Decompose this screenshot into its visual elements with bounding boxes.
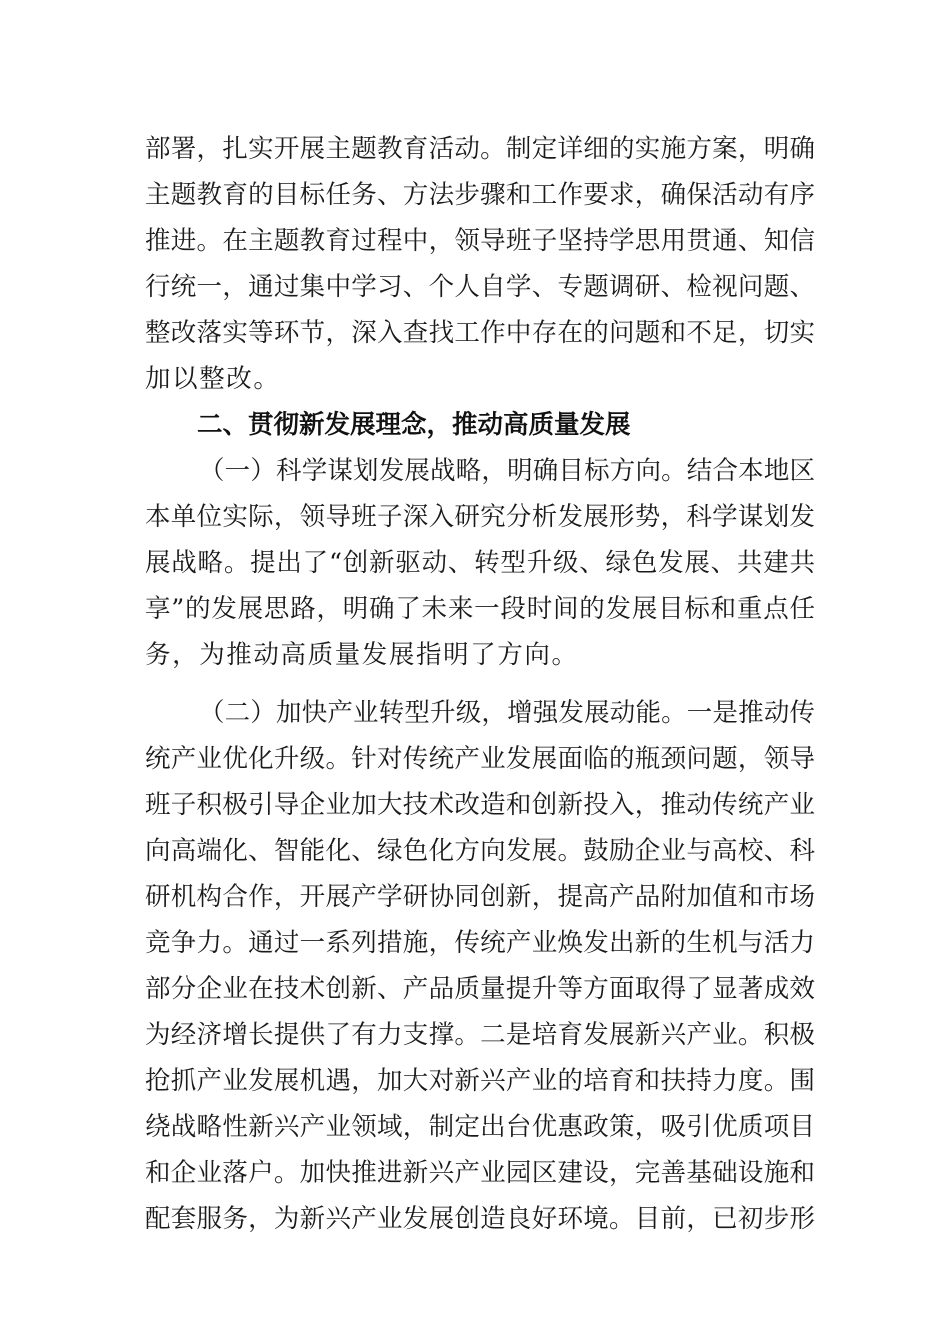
- text-line: 配套服务，为新兴产业发展创造良好环境。目前，已初步形: [145, 1204, 815, 1234]
- text-line: 加以整改。: [145, 364, 281, 394]
- text-line: 为经济增长提供了有力支撑。二是培育发展新兴产业。积极: [145, 1020, 815, 1050]
- section-heading: 二、贯彻新发展理念，推动高质量发展: [197, 410, 631, 440]
- text-line: 研机构合作，开展产学研协同创新，提高产品附加值和市场: [145, 882, 815, 912]
- text-line: 务，为推动高质量发展指明了方向。: [145, 640, 579, 670]
- text-line: 部署，扎实开展主题教育活动。制定详细的实施方案，明确: [145, 134, 815, 164]
- text-line: 展战略。提出了“创新驱动、转型升级、绿色发展、共建共: [145, 548, 815, 578]
- text-line: 行统一，通过集中学习、个人自学、专题调研、检视问题、: [145, 272, 815, 302]
- document-body: [145, 126, 815, 1242]
- text-line: （一）科学谋划发展战略，明确目标方向。结合本地区: [199, 456, 815, 486]
- text-line: 主题教育的目标任务、方法步骤和工作要求，确保活动有序: [145, 180, 815, 210]
- text-line: 部分企业在技术创新、产品质量提升等方面取得了显著成效: [145, 974, 815, 1004]
- text-line: 统产业优化升级。针对传统产业发展面临的瓶颈问题，领导: [145, 744, 815, 774]
- text-line: 班子积极引导企业加大技术改造和创新投入，推动传统产业: [145, 790, 815, 820]
- text-line: 整改落实等环节，深入查找工作中存在的问题和不足，切实: [145, 318, 815, 348]
- paragraph-theme-education: [145, 126, 815, 402]
- text-line: 竞争力。通过一系列措施，传统产业焕发出新的生机与活力: [145, 928, 815, 958]
- text-line: 绕战略性新兴产业领域，制定出台优惠政策，吸引优质项目: [145, 1112, 815, 1142]
- paragraph-development-strategy: [145, 448, 815, 678]
- text-line: （二）加快产业转型升级，增强发展动能。一是推动传: [199, 698, 815, 728]
- text-line: 推进。在主题教育过程中，领导班子坚持学思用贯通、知信: [145, 226, 815, 256]
- text-line: 享”的发展思路，明确了未来一段时间的发展目标和重点任: [145, 594, 815, 624]
- text-line: 和企业落户。加快推进新兴产业园区建设，完善基础设施和: [145, 1158, 815, 1188]
- paragraph-gap: [145, 678, 815, 690]
- text-line: 向高端化、智能化、绿色化方向发展。鼓励企业与高校、科: [145, 836, 815, 866]
- text-line: 抢抓产业发展机遇，加大对新兴产业的培育和扶持力度。围: [145, 1066, 815, 1096]
- paragraph-industrial-upgrade: [145, 690, 815, 1242]
- text-line: 本单位实际，领导班子深入研究分析发展形势，科学谋划发: [145, 502, 815, 532]
